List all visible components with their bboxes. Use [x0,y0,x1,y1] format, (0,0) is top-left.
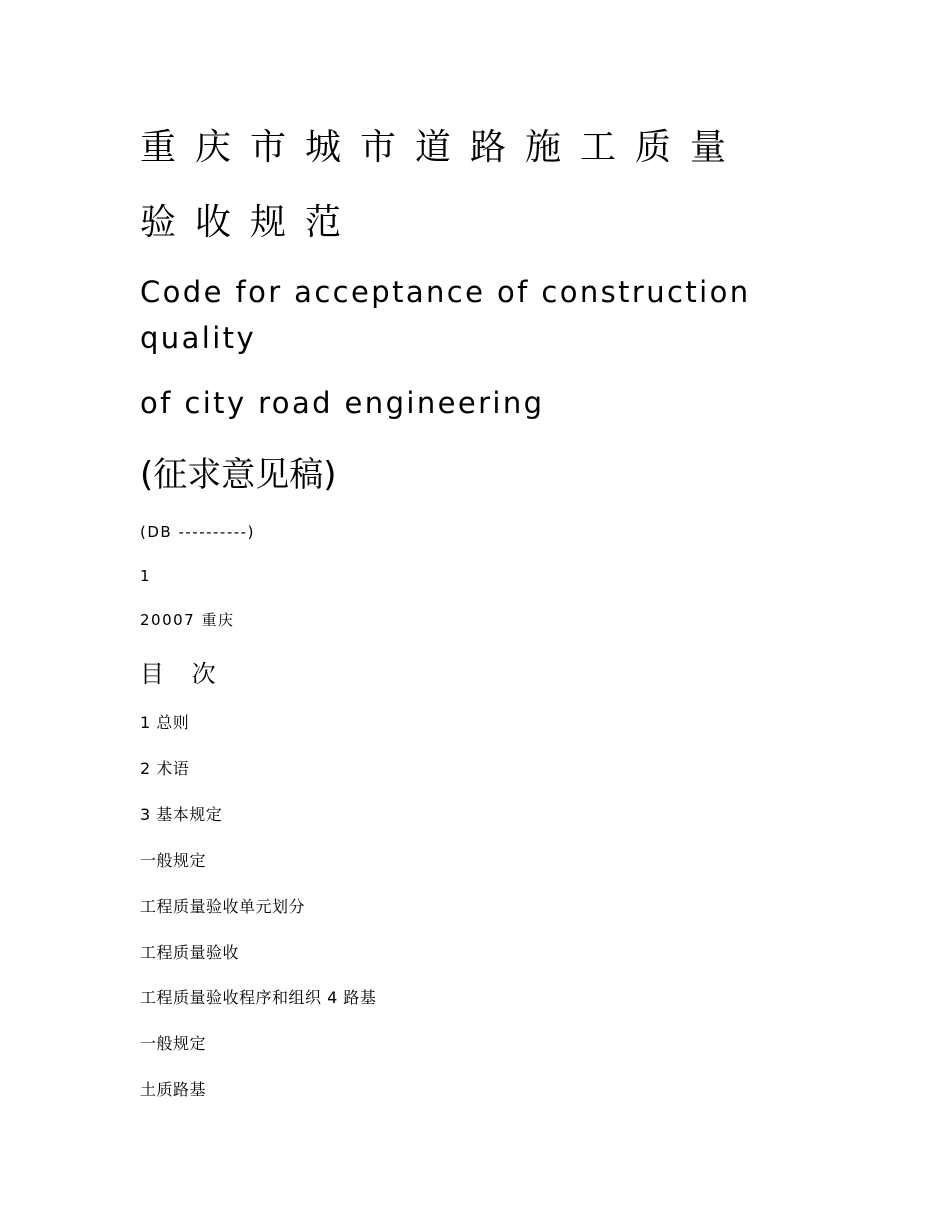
toc-item: 工程质量验收程序和组织 4 路基 [140,988,377,1007]
standard-code: (DB ----------) [140,523,255,541]
date-place: 20007 重庆 [140,611,235,629]
toc-item: 3 基本规定 [140,805,223,824]
toc-item: 工程质量验收 [140,943,240,962]
toc-item: 2 术语 [140,759,190,778]
title-english-line-1: Code for acceptance of construction [140,275,751,309]
toc-item: 土质路基 [140,1080,207,1099]
version-number: 1 [140,567,152,585]
toc-item: 一般规定 [140,1034,207,1053]
title-chinese-line-1: 重庆市城市道路施工质量 [140,127,746,168]
draft-label: (征求意见稿) [140,455,337,495]
toc-item: 1 总则 [140,713,190,732]
toc-heading: 目 次 [140,660,226,688]
title-english-line-2: quality [140,321,257,355]
title-chinese-line-2: 验收规范 [140,202,361,243]
toc-item: 工程质量验收单元划分 [140,897,306,916]
toc-item: 一般规定 [140,851,207,870]
title-english-line-3: of city road engineering [140,386,545,420]
